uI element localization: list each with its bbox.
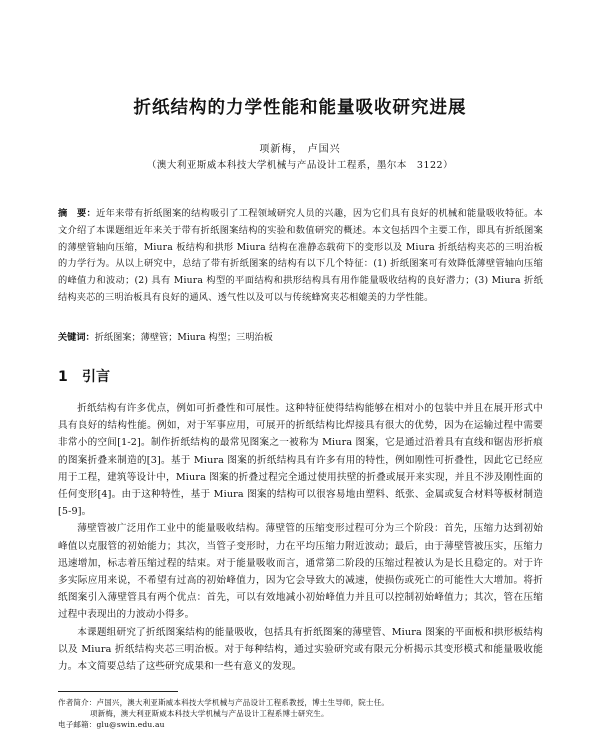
- affiliation: （澳大利亚斯威本科技大学机械与产品设计工程系，墨尔本 3122）: [146, 160, 454, 171]
- paper-title: 折纸结构的力学性能和能量吸收研究进展: [133, 98, 467, 118]
- author-list: 项新梅， 卢国兴: [259, 144, 341, 155]
- keywords-label: 关键词：: [58, 332, 95, 343]
- section-title: 引言: [82, 369, 110, 385]
- section-number: 1: [58, 369, 68, 385]
- abstract-label: 摘 要：: [58, 208, 97, 219]
- body-paragraph: 本课题组研究了折纸图案结构的能量吸收，包括具有折纸图案的薄壁管、Miura 图案的平面板和拱形板结构以及 Miura 折纸结构夹芯三明治板。对于每种结构，通过实验研究或有限元分析揭示其变形模式和能量吸收能力。本文简要总结了这些研究成果和一些有意义的发现。: [58, 626, 543, 673]
- abstract-block: [58, 206, 543, 307]
- keywords-text: 折纸图案；薄壁管；Miura 构型；三明治板: [94, 332, 273, 343]
- footnote-line: 作者简介：卢国兴，澳大利亚斯威本科技大学机械与产品设计工程系教授，博士生导师，院士任。: [58, 698, 390, 707]
- body-paragraph: 薄壁管被广泛用作工业中的能量吸收结构。薄壁管的压缩变形过程可分为三个阶段：首先，压缩力达到初始峰值以克服管的初始能力；其次，当管子变形时，力在平均压缩力附近波动；最后，由于薄壁管被压实，压缩力迅速增加，标志着压缩过程的结束。对于能量吸收而言，通常第二阶段的压缩过程被认为是长且稳定的。对于许多实际应用来说，不希望有过高的初始峰值力，因为它会导致大的减速，使损伤或死亡的可能性大大增加。将折纸图案引入薄壁管具有两个优点：首先，可以有效地减小初始峰值力并且可以控制初始峰值力；其次，管在压缩过程中表现出的力波动小得多。: [58, 523, 543, 621]
- footnote-block: [58, 697, 543, 730]
- body-paragraph: 折纸结构有许多优点，例如可折叠性和可展性。这种特征使得结构能够在相对小的包装中并且在展开形式中具有良好的结构性能。例如，对于军事应用，可展开的折纸结构比焊接具有很大的优势，因为在运输过程中需要非常小的空间[1-2]。制作折纸结构的最常见图案之一被称为 Miura 图案，它是通过沿着具有直线和锯齿形折痕的图案折叠来制造的[3]。基于 Miura 图案的折纸结构具有许多有用的特性，例如刚性可折叠性，因此它已经应用于工程，建筑等设计中，Miura 图案的折叠过程完全通过使用扶壁的折叠或展开来实现，并且不涉及刚性面的任何变形[4]。由于这种特性，基于 Miura 图案的结构可以很容易地由塑料、纸张、金属或复合材料等板材制造[5-9]。: [58, 403, 543, 518]
- section-heading: [58, 366, 543, 386]
- abstract-text: 近年来带有折纸图案的结构吸引了工程领域研究人员的兴趣，因为它们具有良好的机械和能量吸收特征。本文介绍了本课题组近年来关于带有折纸图案结构的实验和数值研究的概述。本文包括四个主要工作，即具有折纸图案的薄壁管轴向压缩，Miura 板结构和拱形 Miura 结构在准静态载荷下的变形以及 Miura 折纸结构夹芯的三明治板的力学行为。从以上研究中，总结了带有折纸图案的结构有以下几个特征：(1) 折纸图案可有效降低薄壁管轴向压缩的峰值力和波动；(2) 具有 Miura 构型的平面结构和拱形结构具有用作能量吸收结构的良好潜力；(3) Miura 折纸结构夹芯的三明治板具有良好的通风、透气性以及可以与传统蜂窝夹芯相媲美的力学性能。: [58, 208, 543, 303]
- footnote-email: 电子邮箱：glu@swin.edu.au: [58, 720, 165, 729]
- keywords-block: [58, 331, 543, 345]
- footnote-line: 项新梅，澳大利亚斯威本科技大学机械与产品设计工程系博士研究生。: [90, 709, 329, 718]
- footnote-divider: [58, 691, 178, 692]
- body-text: [58, 400, 543, 675]
